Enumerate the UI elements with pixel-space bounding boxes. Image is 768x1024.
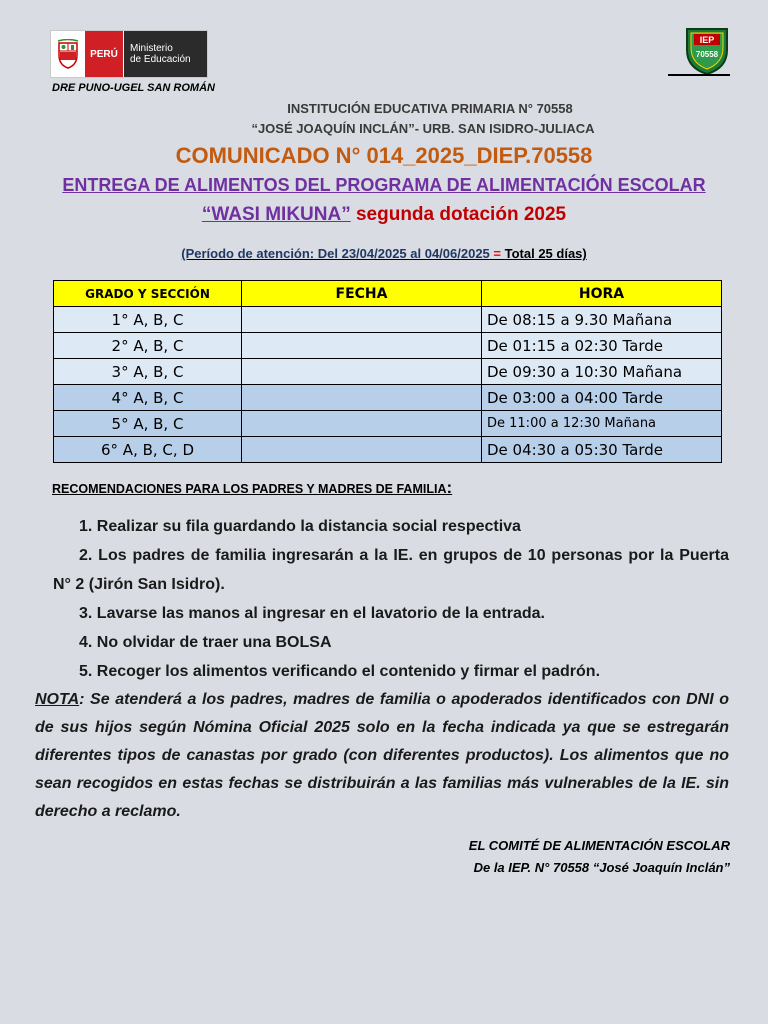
program-name [0,204,768,226]
table-row [54,437,722,463]
school-logo [684,26,730,76]
nota-paragraph [35,686,729,826]
list-item: 4. No olvidar de traer una BOLSA [79,634,332,651]
signature-school: De la IEP. N° 70558 “José Joaquín Inclán” [473,860,730,875]
minedu-logo [50,30,208,78]
header-rule [668,74,730,76]
ministry-line1: Ministerio [130,43,173,54]
table-header-row [54,281,722,307]
fecha-cell [242,307,482,333]
grado-cell: 2° A, B, C [54,333,242,359]
list-item: 2. Los padres de familia ingresarán a la IE. en grupos de 10 personas por la Puerta N° 2 (Jirón San Isidro). [53,547,729,593]
table-row [54,333,722,359]
wasi-mikuna-label: “WASI MIKUNA” [201,204,351,225]
comunicado-title: COMUNICADO N° 014_2025_DIEP.70558 [175,143,593,168]
schedule-table [53,280,722,463]
peru-coat-of-arms-icon [51,31,85,77]
periodo-dates: (Período de atención: Del 23/04/2025 al 04/06/2025 [181,246,490,261]
school-shield-icon [684,26,730,76]
signature-committee: EL COMITÉ DE ALIMENTACIÓN ESCOLAR [468,838,730,853]
hora-cell: De 01:15 a 02:30 Tarde [482,333,722,359]
grado-cell: 3° A, B, C [54,359,242,385]
list-item: 1. Realizar su fila guardando la distancia social respectiva [79,518,521,535]
svg-text:70558: 70558 [695,50,719,59]
fecha-cell [242,359,482,385]
table-row [54,359,722,385]
grado-cell: 5° A, B, C [54,411,242,437]
header-grado: GRADO Y SECCIÓN [54,281,242,307]
grado-cell: 6° A, B, C, D [54,437,242,463]
grado-cell: 1° A, B, C [54,307,242,333]
hora-cell: De 08:15 a 9.30 Mañana [482,307,722,333]
fecha-cell [242,437,482,463]
recomendaciones-label: RECOMENDACIONES PARA LOS PADRES Y MADRES DE FAMILIA [52,482,447,496]
table-row [54,307,722,333]
dotacion-label: segunda dotación 2025 [355,204,567,225]
periodo-equals: = [493,246,501,261]
ministry-name [123,31,207,77]
table-row [54,385,722,411]
hora-cell: De 09:30 a 10:30 Mañana [482,359,722,385]
list-item: 5. Recoger los alimentos verificando el contenido y firmar el padrón. [79,663,601,680]
fecha-cell [242,411,482,437]
nota-text: : Se atenderá a los padres, madres de familia o apoderados identificados con DNI o de sus hijos según Nómina Oficial 2025 solo en la fecha indicada ya que se estregarán diferentes tipos de canastas por grado (con diferentes productos). Los alimentos que no sean recogidos en estas fechas se distribuirán a las familias más vulnerables de la IE. sin derecho a reclamo. [35,691,729,820]
header-hora: HORA [482,281,722,307]
periodo-total: Total 25 días) [504,246,587,261]
fecha-cell [242,385,482,411]
table-row [54,411,722,437]
recomendaciones-list [53,512,729,686]
hora-cell: De 11:00 a 12:30 Mañana [482,411,722,437]
institution-line2: “JOSÉ JOAQUÍN INCLÁN”- URB. SAN ISIDRO-JULIACA [251,121,595,136]
list-item: 3. Lavarse las manos al ingresar en el lavatorio de la entrada. [79,605,545,622]
hora-cell: De 04:30 a 05:30 Tarde [482,437,722,463]
hora-cell: De 03:00 a 04:00 Tarde [482,385,722,411]
dre-label: DRE PUNO-UGEL SAN ROMÁN [52,82,215,94]
svg-text:IEP: IEP [699,35,715,45]
grado-cell: 4° A, B, C [54,385,242,411]
fecha-cell [242,333,482,359]
periodo-atencion [0,246,768,261]
peru-label: PERÚ [85,31,123,77]
nota-label: NOTA [35,691,80,708]
entrega-subtitle: ENTREGA DE ALIMENTOS DEL PROGRAMA DE ALIMENTACIÓN ESCOLAR [62,175,706,195]
recomendaciones-title [52,478,452,498]
institution-line1: INSTITUCIÓN EDUCATIVA PRIMARIA N° 70558 [287,101,573,116]
header-fecha: FECHA [242,281,482,307]
recomendaciones-colon: : [446,478,453,497]
ministry-line2: de Educación [130,54,191,65]
